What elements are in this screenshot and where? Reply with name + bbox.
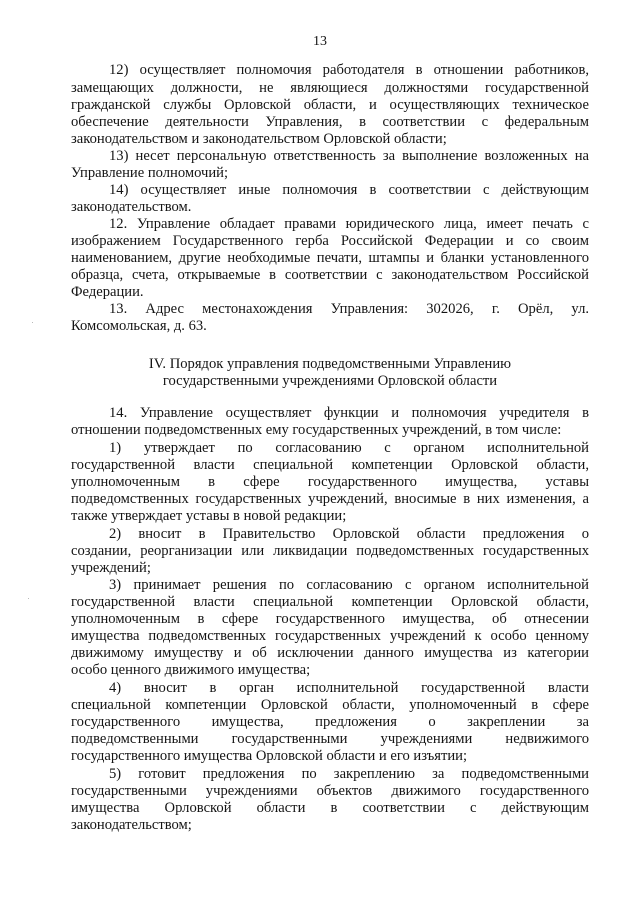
text-line: 13. Адрес местонахождения Управления: 302026, г. Орёл, ул. — [109, 301, 589, 317]
text-line: особо ценного движимого имущества; — [71, 662, 311, 678]
text-line: имущества Орловской области в соответствии с действующим — [71, 800, 589, 816]
text-line: законодательством и законодательством Орловской области; — [71, 131, 447, 147]
text-line: замещающих должности, не являющиеся должностями государственной — [71, 80, 589, 96]
text-line: Управление полномочий; — [71, 165, 229, 181]
text-line: государственными учреждениями объектов движимого государственного — [71, 783, 589, 799]
page-number: 13 — [313, 34, 327, 49]
text-line: 12. Управление обладает правами юридического лица, имеет печать с — [109, 216, 589, 232]
text-line: законодательством; — [71, 817, 192, 833]
text-line: гражданской службы Орловской области, и осуществляющих техническое — [71, 97, 589, 113]
text-line: имущества подведомственных государственных учреждений к особо ценному — [71, 628, 589, 644]
text-line: государственной власти специальной компетенции Орловской области, — [71, 457, 589, 473]
section-heading-line: IV. Порядок управления подведомственными Управлению — [148, 356, 512, 372]
text-line: образца, счета, открываемые в соответствии с законодательством Российской — [71, 267, 589, 283]
text-line: наименованием, другие необходимые печати, штампы и бланки установленного — [71, 250, 589, 266]
scan-speck — [32, 322, 33, 323]
text-line: отношении подведомственных ему государственных учреждений, в том числе: — [71, 422, 562, 438]
text-line: 2) вносит в Правительство Орловской области предложения о — [109, 526, 589, 542]
text-line: 3) принимает решения по согласованию с органом исполнительной — [109, 577, 589, 593]
text-line: учреждений; — [71, 560, 151, 576]
text-line: 5) готовит предложения по закреплению за подведомственными — [109, 766, 589, 782]
text-line: уполномоченным в сфере государственного имущества, уставы — [71, 474, 589, 490]
text-line: государственной власти специальной компетенции Орловской области, — [71, 594, 589, 610]
text-line: Федерации. — [71, 284, 144, 300]
text-line: 12) осуществляет полномочия работодателя в отношении работников, — [109, 62, 589, 78]
text-line: государственного имущества, предложения о закреплении за — [71, 714, 589, 730]
text-line: Комсомольская, д. 63. — [71, 318, 207, 334]
text-line: 4) вносит в орган исполнительной государственной власти — [109, 680, 589, 696]
text-line: обеспечение деятельности Управления, в соответствии с федеральным — [71, 114, 589, 130]
text-line: изображением Государственного герба Российской Федерации и со своим — [71, 233, 589, 249]
text-line: 13) несет персональную ответственность за выполнение возложенных на — [109, 148, 589, 164]
text-line: специальной компетенции Орловской области, уполномоченный в сфере — [71, 697, 589, 713]
scan-speck — [28, 598, 29, 599]
text-line: 14. Управление осуществляет функции и полномочия учредителя в — [109, 405, 589, 421]
text-line: государственного имущества Орловской области и его изъятии; — [71, 748, 468, 764]
section-heading-line: государственными учреждениями Орловской области — [162, 373, 498, 389]
text-line: подведомственных государственных учреждений, вносимые в них изменения, а — [71, 491, 589, 507]
text-line: 14) осуществляет иные полномочия в соответствии с действующим — [109, 182, 589, 198]
text-line: также утверждает уставы в новой редакции; — [71, 508, 347, 524]
text-line: уполномоченным в сфере государственного имущества, об отнесении — [71, 611, 589, 627]
text-line: создании, реорганизации или ликвидации подведомственных государственных — [71, 543, 589, 559]
text-line: 1) утверждает по согласованию с органом исполнительной — [109, 440, 589, 456]
text-line: движимому имуществу и об исключении данного имущества из категории — [71, 645, 589, 661]
text-line: подведомственными государственными учреждениями недвижимого — [71, 731, 589, 747]
text-line: законодательством. — [71, 199, 192, 215]
